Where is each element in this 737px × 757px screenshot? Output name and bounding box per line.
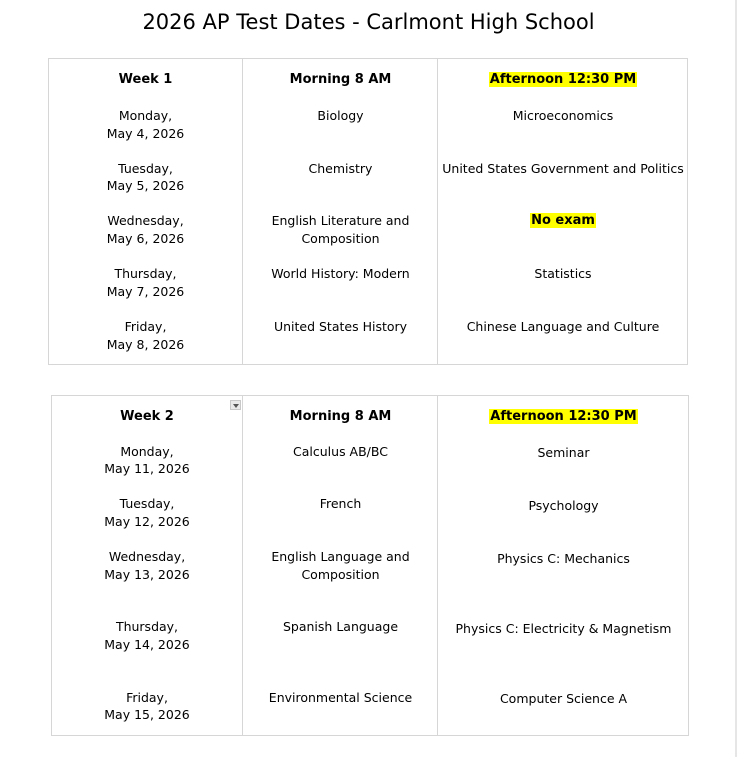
- week-header: Week 1: [118, 72, 173, 87]
- day-column: [49, 59, 242, 364]
- afternoon-exam: United States Government and Politics: [442, 161, 684, 176]
- morning-exam: English Literature and: [271, 213, 410, 228]
- afternoon-exam: Physics C: Mechanics: [497, 551, 630, 566]
- date-label: May 4, 2026: [106, 126, 185, 141]
- morning-exam: Calculus AB/BC: [293, 444, 388, 459]
- morning-column: [242, 396, 438, 735]
- no-exam-note: No exam: [531, 213, 595, 228]
- afternoon-exam: Computer Science A: [499, 691, 628, 706]
- morning-exam-line2: Composition: [301, 231, 380, 246]
- date-label: May 13, 2026: [104, 567, 190, 582]
- day-label: Friday,: [126, 690, 168, 705]
- afternoon-exam: Chinese Language and Culture: [466, 319, 660, 334]
- day-label: Monday,: [120, 444, 174, 459]
- afternoon-column: [437, 396, 689, 735]
- week-1-table: [48, 58, 688, 365]
- morning-header: Morning 8 AM: [289, 409, 392, 424]
- document-title: 2026 AP Test Dates - Carlmont High School: [142, 10, 595, 34]
- afternoon-exam: Seminar: [537, 445, 590, 460]
- morning-exam: Chemistry: [308, 161, 373, 176]
- afternoon-exam: Physics C: Electricity & Magnetism: [455, 621, 672, 636]
- morning-column: [242, 59, 438, 364]
- morning-exam: French: [319, 496, 362, 511]
- day-label: Wednesday,: [108, 549, 186, 564]
- day-label: Tuesday,: [119, 496, 175, 511]
- afternoon-exam: Statistics: [534, 266, 592, 281]
- morning-header: Morning 8 AM: [289, 72, 392, 87]
- day-label: Friday,: [124, 319, 167, 334]
- day-label: Thursday,: [114, 266, 177, 281]
- morning-exam: Environmental Science: [268, 690, 413, 705]
- morning-exam: English Language and: [271, 549, 410, 564]
- date-label: May 15, 2026: [104, 707, 190, 722]
- date-label: May 7, 2026: [106, 284, 185, 299]
- afternoon-header: Afternoon 12:30 PM: [489, 72, 637, 87]
- morning-exam: United States History: [273, 319, 408, 334]
- date-label: May 12, 2026: [104, 514, 190, 529]
- morning-exam: Biology: [317, 108, 364, 123]
- afternoon-exam: Microeconomics: [512, 108, 614, 123]
- day-label: Wednesday,: [107, 213, 184, 228]
- afternoon-header: Afternoon 12:30 PM: [490, 409, 637, 424]
- morning-exam-line2: Composition: [301, 567, 380, 582]
- afternoon-exam: Psychology: [528, 498, 599, 513]
- day-label: Monday,: [118, 108, 173, 123]
- week-header: Week 2: [120, 409, 174, 424]
- morning-exam: Spanish Language: [282, 619, 399, 634]
- morning-exam: World History: Modern: [271, 266, 410, 281]
- week-2-table: [51, 395, 689, 736]
- date-label: May 6, 2026: [106, 231, 185, 246]
- date-label: May 5, 2026: [106, 178, 185, 193]
- afternoon-column: [437, 59, 688, 364]
- day-label: Thursday,: [115, 619, 179, 634]
- date-label: May 8, 2026: [106, 337, 185, 352]
- date-label: May 11, 2026: [104, 461, 190, 476]
- day-column: [52, 396, 242, 735]
- date-label: May 14, 2026: [104, 637, 190, 652]
- day-label: Tuesday,: [118, 161, 173, 176]
